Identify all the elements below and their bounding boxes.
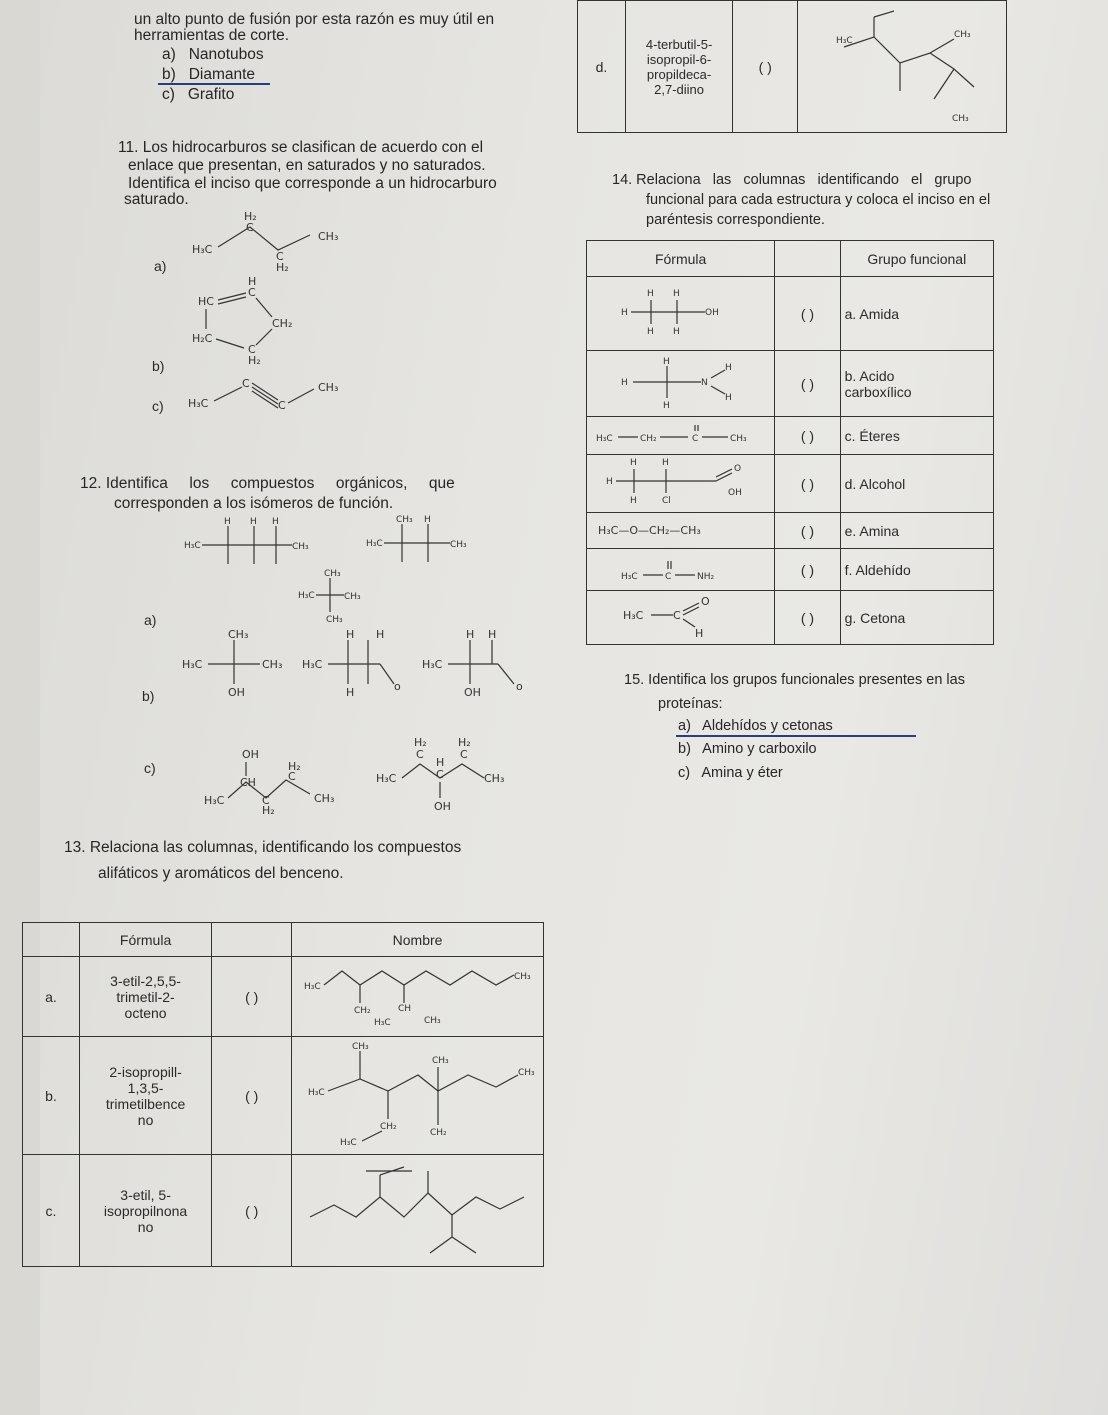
svg-text:N: N bbox=[700, 378, 708, 388]
svg-text:H₂: H₂ bbox=[276, 261, 289, 274]
svg-text:H₃C: H₃C bbox=[182, 658, 203, 671]
q14-line2: funcional para cada estructura y coloca el inciso en el bbox=[646, 192, 991, 208]
svg-text:H₂C: H₂C bbox=[192, 332, 213, 345]
svg-text:C: C bbox=[242, 377, 250, 390]
svg-text:H: H bbox=[661, 458, 669, 468]
svg-text:HC: HC bbox=[198, 295, 214, 308]
q10-option-c: c) Grafito bbox=[162, 86, 235, 103]
svg-text:C: C bbox=[248, 286, 256, 299]
q14-group-option: b. Acido carboxílico bbox=[840, 351, 993, 417]
q13-row-letter: a. bbox=[23, 957, 80, 1037]
q15-option-a: a) Aldehídos y cetonas bbox=[678, 718, 833, 734]
svg-text:H₃C: H₃C bbox=[188, 397, 209, 410]
svg-text:H₃C: H₃C bbox=[620, 572, 638, 582]
svg-text:O: O bbox=[700, 595, 710, 608]
q13-table bbox=[22, 922, 544, 1267]
svg-text:C: C bbox=[248, 343, 256, 356]
svg-text:CH₃: CH₃ bbox=[431, 1056, 449, 1066]
svg-text:CH₃: CH₃ bbox=[423, 1016, 441, 1026]
svg-text:CH₃: CH₃ bbox=[262, 658, 283, 671]
svg-text:H₃C: H₃C bbox=[298, 591, 315, 601]
svg-text:H₃C: H₃C bbox=[307, 1088, 325, 1098]
q13-header-empty bbox=[212, 923, 292, 957]
q11-line3: Identifica el inciso que corresponde a un hidrocarburo bbox=[128, 175, 497, 192]
q14-answer-paren[interactable]: ( ) bbox=[775, 417, 840, 455]
q14-table bbox=[586, 240, 994, 645]
structure-drawing bbox=[611, 551, 751, 585]
q14-group-option: g. Cetona bbox=[840, 591, 993, 645]
svg-text:H: H bbox=[724, 363, 732, 373]
q15-option-b: b) Amino y carboxilo bbox=[678, 741, 817, 757]
svg-text:H₂: H₂ bbox=[248, 354, 261, 367]
svg-text:CH₃: CH₃ bbox=[484, 772, 505, 785]
svg-text:H₃C: H₃C bbox=[302, 658, 323, 671]
svg-text:H: H bbox=[629, 496, 637, 506]
svg-text:H: H bbox=[646, 327, 654, 337]
svg-text:CH: CH bbox=[240, 776, 256, 789]
svg-text:C: C bbox=[664, 572, 671, 582]
svg-text:H₃C: H₃C bbox=[366, 539, 383, 549]
svg-text:H: H bbox=[424, 515, 431, 525]
q13-row-name: 3-etil, 5- isopropilnona no bbox=[79, 1155, 211, 1267]
svg-text:H: H bbox=[672, 289, 680, 299]
q14-header-formula: Fórmula bbox=[587, 241, 775, 277]
structure-drawing bbox=[300, 1157, 536, 1261]
q13-header-nombre: Nombre bbox=[292, 923, 544, 957]
q13-answer-paren[interactable]: ( ) bbox=[212, 1037, 292, 1155]
svg-text:O: O bbox=[733, 464, 741, 474]
svg-text:H₃C—O—CH₂—CH₃: H₃C—O—CH₂—CH₃ bbox=[597, 524, 701, 537]
svg-text:CH₂: CH₂ bbox=[379, 1122, 397, 1132]
svg-text:H: H bbox=[629, 458, 637, 468]
svg-text:CH₃: CH₃ bbox=[517, 1068, 535, 1078]
svg-text:H: H bbox=[724, 393, 732, 403]
q10-text-line1: un alto punto de fusión por esta razón es muy útil en bbox=[134, 11, 495, 28]
svg-text:H₃C: H₃C bbox=[595, 434, 613, 444]
q13-answer-paren[interactable]: ( ) bbox=[733, 1, 798, 133]
svg-text:H₃C: H₃C bbox=[204, 794, 225, 807]
svg-text:H: H bbox=[620, 378, 628, 388]
q13-corner-cell bbox=[23, 923, 80, 957]
svg-text:CH₃: CH₃ bbox=[326, 615, 343, 625]
svg-text:CH₂: CH₂ bbox=[639, 434, 657, 444]
svg-text:H: H bbox=[250, 517, 257, 527]
svg-text:H: H bbox=[346, 628, 355, 641]
q13-row-name: 4-terbutil-5- isopropil-6- propildeca- 2,7-diino bbox=[625, 1, 733, 133]
q11-label-b: b) bbox=[152, 358, 165, 374]
structure-drawing bbox=[300, 959, 536, 1031]
pen-underline bbox=[676, 735, 916, 737]
svg-text:CH: CH bbox=[397, 1004, 411, 1014]
svg-text:CH₃: CH₃ bbox=[729, 434, 747, 444]
svg-text:H: H bbox=[605, 477, 613, 487]
q15-line2: proteínas: bbox=[658, 696, 723, 712]
svg-text:H₃C: H₃C bbox=[376, 772, 397, 785]
svg-text:C: C bbox=[672, 609, 681, 622]
structure-drawing bbox=[611, 593, 751, 639]
svg-text:CH₃: CH₃ bbox=[954, 30, 971, 40]
structure-drawing bbox=[621, 354, 741, 410]
q13-structure-c bbox=[292, 1155, 544, 1267]
svg-text:H₃C: H₃C bbox=[622, 609, 644, 622]
q11-label-a: a) bbox=[154, 258, 167, 274]
q14-group-option: d. Alcohol bbox=[840, 455, 993, 513]
q14-header-empty bbox=[775, 241, 840, 277]
q14-group-option: f. Aldehído bbox=[840, 549, 993, 591]
q14-line1: 14. Relaciona las columnas identificando el grupo bbox=[612, 172, 972, 188]
svg-text:H: H bbox=[694, 627, 703, 639]
svg-text:H: H bbox=[488, 628, 497, 641]
svg-text:CH₃: CH₃ bbox=[314, 792, 335, 805]
svg-text:CH₃: CH₃ bbox=[396, 515, 413, 525]
svg-text:H₃C: H₃C bbox=[192, 243, 213, 256]
q10-option-a: a) Nanotubos bbox=[162, 46, 264, 63]
q12-line1: 12. Identifica los compuestos orgánicos, que bbox=[80, 475, 455, 492]
svg-text:H: H bbox=[436, 756, 445, 769]
q15-line1: 15. Identifica los grupos funcionales presentes en las bbox=[624, 672, 965, 688]
svg-text:CH₃: CH₃ bbox=[952, 114, 969, 124]
svg-text:H₂: H₂ bbox=[288, 760, 301, 773]
svg-text:H₂: H₂ bbox=[262, 804, 275, 817]
svg-text:H: H bbox=[248, 275, 257, 288]
svg-text:C: C bbox=[691, 434, 698, 444]
svg-text:H₃C: H₃C bbox=[836, 36, 853, 46]
svg-text:H: H bbox=[620, 308, 628, 318]
q14-formula-chloroacid bbox=[587, 455, 775, 513]
structure-drawing bbox=[804, 3, 1000, 127]
q13-row-name: 2-isopropill- 1,3,5- trimetilbence no bbox=[79, 1037, 211, 1155]
svg-text:OH: OH bbox=[464, 686, 481, 699]
structure-drawing bbox=[596, 517, 766, 541]
svg-text:CH₃: CH₃ bbox=[450, 540, 467, 550]
svg-text:OH: OH bbox=[727, 488, 742, 498]
q12-label-c: c) bbox=[144, 760, 156, 776]
svg-text:OH: OH bbox=[242, 748, 259, 761]
q13-line1: 13. Relaciona las columnas, identificando los compuestos bbox=[64, 839, 462, 856]
q12-line2: corresponden a los isómeros de función. bbox=[114, 495, 394, 512]
svg-text:o: o bbox=[516, 680, 523, 693]
svg-text:o: o bbox=[394, 680, 401, 693]
svg-text:CH₃: CH₃ bbox=[513, 972, 531, 982]
q14-formula-ether bbox=[587, 513, 775, 549]
q14-answer-paren[interactable]: ( ) bbox=[775, 455, 840, 513]
structure-drawing bbox=[621, 284, 741, 340]
q15-option-c: c) Amina y éter bbox=[678, 765, 783, 781]
q13-row-letter: d. bbox=[578, 1, 626, 133]
svg-text:H: H bbox=[376, 628, 385, 641]
q10-option-b: b) Diamante bbox=[162, 66, 256, 83]
svg-text:C: C bbox=[288, 770, 296, 783]
q14-formula-amide bbox=[587, 549, 775, 591]
q10-text-line2: herramientas de corte. bbox=[134, 27, 290, 44]
svg-text:H₂: H₂ bbox=[244, 210, 257, 223]
structure-drawing bbox=[596, 419, 766, 449]
q11-structures bbox=[180, 205, 380, 420]
svg-text:CH₃: CH₃ bbox=[228, 628, 249, 641]
svg-text:CH₂: CH₂ bbox=[272, 317, 293, 330]
svg-text:C: C bbox=[278, 399, 286, 412]
svg-text:C: C bbox=[460, 748, 468, 761]
svg-text:H: H bbox=[646, 289, 654, 299]
q11-line1: 11. Los hidrocarburos se clasifican de acuerdo con el bbox=[118, 139, 484, 156]
svg-text:H₂: H₂ bbox=[458, 736, 471, 749]
q14-formula-methylamine bbox=[587, 351, 775, 417]
svg-text:OH: OH bbox=[228, 686, 245, 699]
svg-text:H₂: H₂ bbox=[414, 736, 427, 749]
q13-answer-paren[interactable]: ( ) bbox=[212, 957, 292, 1037]
svg-text:CH₃: CH₃ bbox=[318, 381, 339, 394]
q14-group-option: c. Éteres bbox=[840, 417, 993, 455]
svg-text:CH₂: CH₂ bbox=[353, 1006, 371, 1016]
svg-text:H₃C: H₃C bbox=[422, 658, 443, 671]
q13-answer-paren[interactable]: ( ) bbox=[212, 1155, 292, 1267]
svg-text:C: C bbox=[246, 221, 254, 234]
svg-text:Cl: Cl bbox=[661, 496, 671, 506]
q14-formula-butanone bbox=[587, 417, 775, 455]
q14-header-group: Grupo funcional bbox=[840, 241, 993, 277]
q11-label-c: c) bbox=[152, 398, 164, 414]
q13-structure-b bbox=[292, 1037, 544, 1155]
q13-row-letter: b. bbox=[23, 1037, 80, 1155]
q14-answer-paren[interactable]: ( ) bbox=[775, 513, 840, 549]
q13-row-letter: c. bbox=[23, 1155, 80, 1267]
structure-drawing bbox=[300, 1039, 536, 1149]
q14-answer-paren[interactable]: ( ) bbox=[775, 277, 840, 351]
svg-text:CH₃: CH₃ bbox=[318, 230, 339, 243]
q11-line2: enlace que presentan, en saturados y no saturados. bbox=[128, 157, 486, 174]
svg-text:CH₃: CH₃ bbox=[292, 542, 309, 552]
q14-group-option: a. Amida bbox=[840, 277, 993, 351]
q13-row-name: 3-etil-2,5,5- trimetil-2- octeno bbox=[79, 957, 211, 1037]
svg-text:OH: OH bbox=[704, 308, 719, 318]
svg-text:C: C bbox=[416, 748, 424, 761]
q14-formula-ethanol bbox=[587, 277, 775, 351]
svg-text:H₃C: H₃C bbox=[303, 982, 321, 992]
svg-text:CH₃: CH₃ bbox=[351, 1042, 369, 1052]
svg-text:C: C bbox=[276, 250, 284, 263]
svg-text:H: H bbox=[466, 628, 475, 641]
svg-text:H: H bbox=[672, 327, 680, 337]
svg-text:C: C bbox=[436, 768, 444, 781]
structure-drawing bbox=[606, 457, 756, 507]
q14-answer-paren[interactable]: ( ) bbox=[775, 351, 840, 417]
q13-structure-d bbox=[798, 1, 1007, 133]
q13-structure-a bbox=[292, 957, 544, 1037]
svg-text:H: H bbox=[224, 517, 231, 527]
svg-text:CH₂: CH₂ bbox=[429, 1128, 447, 1138]
svg-text:OH: OH bbox=[434, 800, 451, 813]
q13-line2: alifáticos y aromáticos del benceno. bbox=[98, 865, 344, 882]
q12-structures bbox=[180, 512, 540, 817]
svg-text:H: H bbox=[346, 686, 355, 699]
q13-header-formula: Fórmula bbox=[79, 923, 211, 957]
svg-text:H₃C: H₃C bbox=[339, 1138, 357, 1148]
q14-formula-aldehyde bbox=[587, 591, 775, 645]
q13-table-continued bbox=[577, 0, 1007, 133]
svg-text:CH₃: CH₃ bbox=[344, 592, 361, 602]
svg-text:H: H bbox=[662, 401, 670, 410]
q12-label-a: a) bbox=[144, 612, 157, 628]
svg-text:NH₂: NH₂ bbox=[696, 572, 714, 582]
q12-label-b: b) bbox=[142, 688, 155, 704]
svg-text:H₃C: H₃C bbox=[184, 541, 201, 551]
q14-answer-paren[interactable]: ( ) bbox=[775, 549, 840, 591]
q11-line4: saturado. bbox=[124, 191, 189, 208]
svg-text:H: H bbox=[662, 357, 670, 367]
q14-answer-paren[interactable]: ( ) bbox=[775, 591, 840, 645]
svg-text:CH₃: CH₃ bbox=[324, 569, 341, 579]
q14-group-option: e. Amina bbox=[840, 513, 993, 549]
q14-line3: paréntesis correspondiente. bbox=[646, 212, 825, 228]
svg-text:C: C bbox=[262, 794, 270, 807]
svg-text:H₃C: H₃C bbox=[373, 1018, 391, 1028]
svg-text:H: H bbox=[272, 517, 279, 527]
